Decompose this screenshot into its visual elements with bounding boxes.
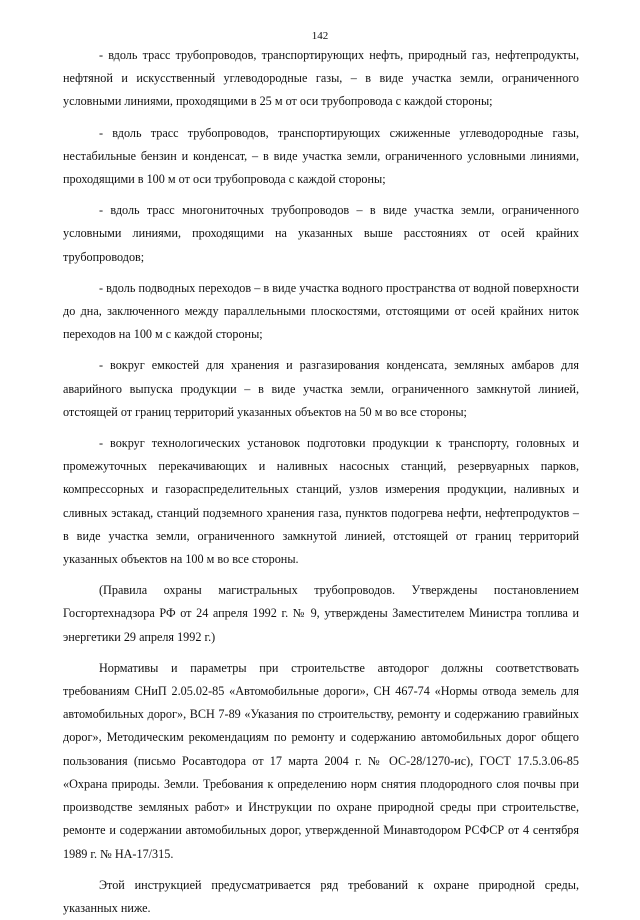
page-number: 142 bbox=[311, 30, 329, 42]
paragraph-multiline-pipelines: - вдоль трасс многониточных трубопроводов – в виде участка земли, ограниченного условными линиями, проходящими на указанных выше расстояниях от осей крайних трубопроводов; bbox=[63, 203, 579, 264]
paragraph-road-standards: Нормативы и параметры при строительстве автодорог должны соответствовать требованиям СНиП 2.05.02-85 «Автомобильные дороги», СН 467-74 «Нормы отвода земель для автомобильных дорог», ВСН 7-89 «Указания по строительству, ремонту и содержанию гравийных дорог», Методическим рекомендациям по ремонту и содержанию автомобильных дорог общего пользования (письмо Росавтодора от 17 марта 2004 г. № ОС-28/1270-ис), ГОСТ 17.5.3.06-85 «Охрана природы. Земли. Требования к определению норм снятия плодородного слоя почвы при производстве земляных работ» и Инструкции по охране природной среды при строительстве, ремонте и содержании автомобильных дорог, утвержденной Минавтодором РСФСР от 4 сентября 1989 г. № НА-17/315. bbox=[63, 660, 579, 861]
paragraph-underwater-crossings: - вдоль подводных переходов – в виде участка водного пространства от водной поверхности до дна, заключенного между параллельными плоскостями, отстоящими от осей крайних ниток переходов на 100 м с каждой стороны; bbox=[63, 280, 579, 342]
paragraph-citation: (Правила охраны магистральных трубопроводов. Утверждены постановлением Госгортехнадзора РФ от 24 апреля 1992 г. № 9, утверждены Заместителем Министра топлива и энергетики 29 апреля 1992 г.) bbox=[63, 583, 579, 644]
document-body bbox=[63, 44, 579, 920]
paragraph-technological-units: - вокруг технологических установок подготовки продукции к транспорту, головных и промежуточных перекачивающих и наливных насосных станций, резервуарных парков, компрессорных и газораспределительных станций, узлов измерения продукции, наливных и сливных эстакад, станций подземного хранения газа, пунктов подогрева нефти, нефтепродуктов – в виде участка земли, ограниченного замкнутой линией, отстоящей от границ территорий указанных объектов на 100 м во все стороны. bbox=[63, 436, 579, 567]
paragraph-condensate-tanks: - вокруг емкостей для хранения и разгазирования конденсата, земляных амбаров для аварийного выпуска продукции – в виде участка земли, ограниченного замкнутой линией, отстоящей от границ территорий указанных объектов на 50 м во все стороны; bbox=[63, 358, 579, 419]
paragraph-instruction-summary: Этой инструкцией предусматривается ряд требований к охране природной среды, указанных ниже. bbox=[63, 877, 579, 915]
paragraph-pipelines-25m: - вдоль трасс трубопроводов, транспортирующих нефть, природный газ, нефтепродукты, нефтяной и искусственный углеводородные газы, – в виде участка земли, ограниченного условными линиями, проходящими в 25 м от оси трубопровода с каждой стороны; bbox=[63, 48, 579, 109]
paragraph-pipelines-100m: - вдоль трасс трубопроводов, транспортирующих сжиженные углеводородные газы, нестабильные бензин и конденсат, – в виде участка земли, ограниченного условными линиями, проходящими в 100 м от оси трубопровода с каждой стороны; bbox=[63, 125, 579, 187]
